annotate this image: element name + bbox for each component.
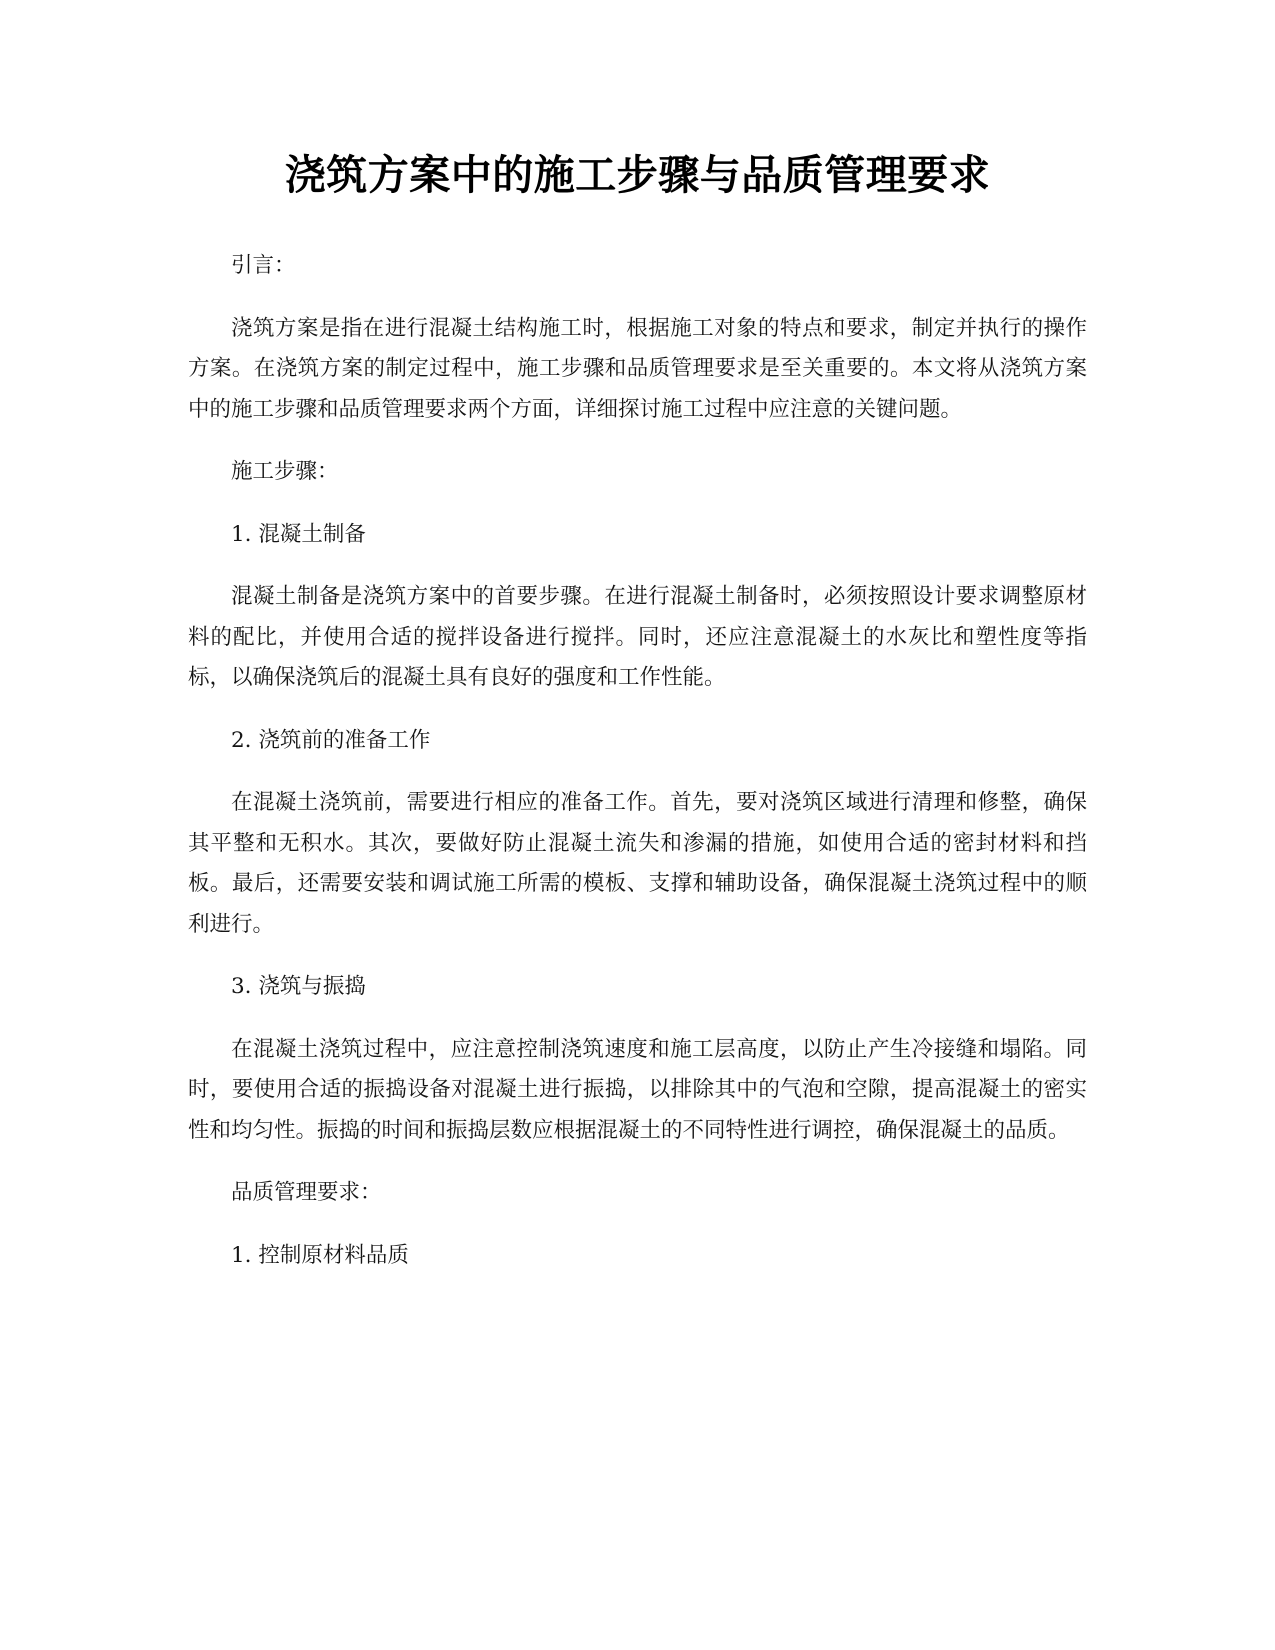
- step-paragraph-1: 混凝土制备是浇筑方案中的首要步骤。在进行混凝土制备时，必须按照设计要求调整原材料的配比，并使用合适的搅拌设备进行搅拌。同时，还应注意混凝土的水灰比和塑性度等指标，以确保浇筑后的混凝土具有良好的强度和工作性能。: [188, 584, 1087, 690]
- intro-label: 引言：: [231, 253, 296, 278]
- construction-steps-label: 施工步骤：: [231, 459, 339, 484]
- step-heading-3: 3. 浇筑与振捣: [231, 974, 366, 999]
- quality-heading-1: 1. 控制原材料品质: [231, 1242, 409, 1268]
- step-paragraph-3: 在混凝土浇筑过程中，应注意控制浇筑速度和施工层高度，以防止产生冷接缝和塌陷。同时，要使用合适的振捣设备对混凝土进行振捣，以排除其中的气泡和空隙，提高混凝土的密实性和均匀性。振捣的时间和振捣层数应根据混凝土的不同特性进行调控，确保混凝土的品质。: [188, 1036, 1087, 1143]
- intro-paragraph: 浇筑方案是指在进行混凝土结构施工时，根据施工对象的特点和要求，制定并执行的操作方案。在浇筑方案的制定过程中，施工步骤和品质管理要求是至关重要的。本文将从浇筑方案中的施工步骤和品质管理要求两个方面，详细探讨施工过程中应注意的关键问题。: [188, 315, 1087, 422]
- page-title: 浇筑方案中的施工步骤与品质管理要求: [284, 151, 991, 199]
- quality-label: 品质管理要求：: [231, 1180, 382, 1205]
- step-paragraph-2: 在混凝土浇筑前，需要进行相应的准备工作。首先，要对浇筑区域进行清理和修整，确保其平整和无积水。其次，要做好防止混凝土流失和渗漏的措施，如使用合适的密封材料和挡板。最后，还需要安装和调试施工所需的模板、支撑和辅助设备，确保混凝土浇筑过程中的顺利进行。: [188, 790, 1087, 937]
- step-heading-1: 1. 混凝土制备: [231, 521, 366, 547]
- step-heading-2: 2. 浇筑前的准备工作: [231, 727, 431, 753]
- document-body: [188, 246, 1087, 1298]
